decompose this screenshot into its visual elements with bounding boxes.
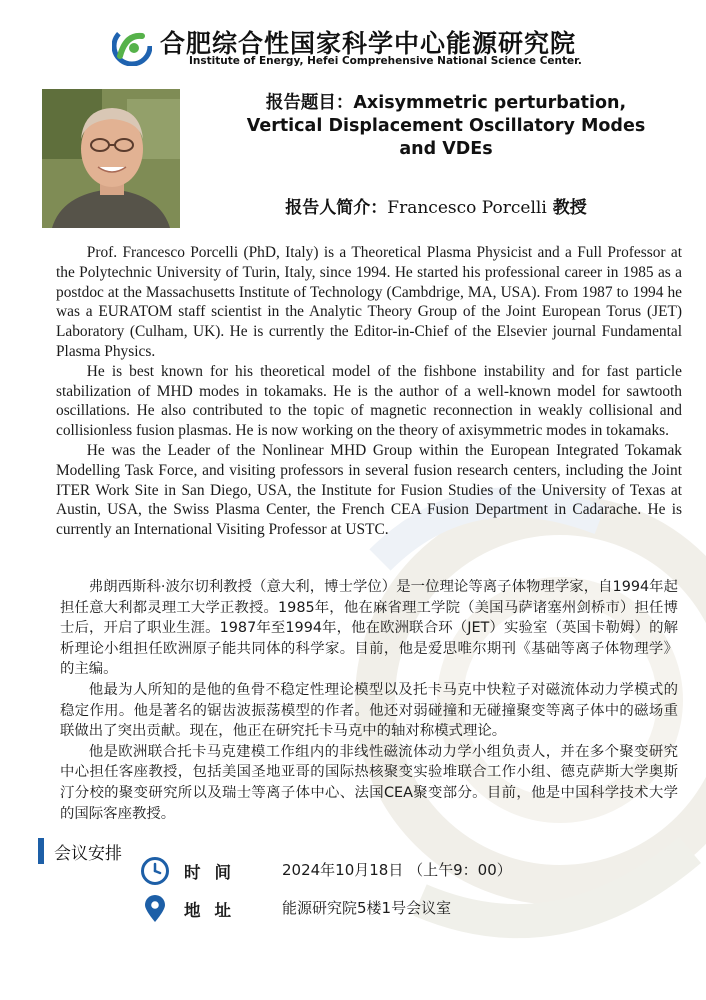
speaker-photo bbox=[42, 89, 180, 228]
time-value: 2024年10月18日 （上午9：00） bbox=[282, 861, 512, 879]
clock-icon bbox=[140, 856, 170, 886]
schedule-title: 会议安排 bbox=[54, 844, 122, 864]
time-label: 时间 bbox=[184, 863, 245, 882]
talk-title-line3: and VDEs bbox=[399, 139, 493, 159]
institute-logo-icon bbox=[112, 26, 152, 66]
bio-english bbox=[56, 243, 682, 540]
talk-title bbox=[196, 92, 696, 161]
talk-title-line1: Axisymmetric perturbation, bbox=[353, 93, 627, 113]
bio-chinese bbox=[60, 577, 678, 824]
bio-cn-paragraph: 他最为人所知的是他的鱼骨不稳定性理论模型以及托卡马克中快粒子对磁流体动力学模式的稳定作用。他是著名的锯齿波振荡模型的作者。他还对弱碰撞和无碰撞聚变等离子体中的磁场重联做出了突出贡献。现在，他正在研究托卡马克中的轴对称模式理论。 bbox=[60, 681, 678, 740]
bio-en-paragraph: Prof. Francesco Porcelli (PhD, Italy) is a Theoretical Plasma Physicist and a Full Professor at the Polytechnic University of Turin, Italy, since 1994. He started his professional career in 1985 as a postdoc at the Massachusetts Institute of Technology (Cambdrige, MA, USA). From 1987 to 1994 he was a EURATOM staff scientist in the Analytic Theory Group of the Joint European Torus (JET) Laboratory (Culham, UK). He is currently the Editor-in-Chief of the Elsevier journal Fundamental Plasma Physics. bbox=[56, 244, 682, 360]
bio-en-paragraph: He is best known for his theoretical model of the fishbone instability and for fast particle stabilization of MHD modes in tokamaks. He is the author of a well-known model for sawtooth oscillations. He also contributed to the topic of magnetic reconnection in weakly collisional and collisionless fusion plasmas. He is now working on the theory of axisymmetric modes in tokamaks. bbox=[56, 362, 682, 440]
speaker-rank: 教授 bbox=[552, 198, 587, 218]
schedule-accent-bar bbox=[38, 838, 44, 864]
institute-name-en: Institute of Energy, Hefei Comprehensive National Science Center. bbox=[189, 55, 582, 67]
place-value: 能源研究院5楼1号会议室 bbox=[282, 899, 452, 917]
talk-title-label: 报告题目： bbox=[265, 93, 354, 113]
location-pin-icon bbox=[143, 895, 167, 923]
bio-cn-paragraph: 他是欧洲联合托卡马克建模工作组内的非线性磁流体动力学小组负责人，并在多个聚变研究中心担任客座教授，包括美国圣地亚哥的国际热核聚变实验堆联合工作小组、德克萨斯大学奥斯汀分校的聚变研究所以及瑞士等离子体中心、法国CEA聚变部分。目前，他是中国科学技术大学的国际客座教授。 bbox=[60, 743, 678, 822]
speaker-label: 报告人简介： bbox=[285, 198, 388, 218]
institute-name-cn: 合肥综合性国家科学中心能源研究院 bbox=[160, 29, 577, 58]
speaker-name: Francesco Porcelli bbox=[387, 198, 547, 218]
speaker-heading bbox=[196, 193, 676, 218]
bio-cn-paragraph: 弗朗西斯科·波尔切利教授（意大利，博士学位）是一位理论等离子体物理学家，自1994年起担任意大利都灵理工大学正教授。1985年，他在麻省理工学院（美国马萨诸塞州剑桥市）担任博士后，开启了职业生涯。1987年至1994年，他在欧洲联合环（JET）实验室（英国卡勒姆）的解析理论小组担任欧洲原子能共同体的科学家。目前，他是爱思唯尔期刊《基础等离子体物理学》的主编。 bbox=[60, 579, 678, 678]
place-label: 地址 bbox=[184, 901, 245, 920]
talk-title-line2: Vertical Displacement Oscillatory Modes bbox=[246, 116, 646, 136]
bio-en-paragraph: He was the Leader of the Nonlinear MHD Group within the European Integrated Tokamak Modelling Task Force, and visiting professors in several fusion research centers, including the Joint ITER Work Site in San Diego, USA, the Institute for Fusion Studies of the University of Texas at Austin, USA, the Swiss Plasma Center, the French CEA Fusion Department in Cadarache. He is currently an International Visiting Professor at USTC. bbox=[56, 441, 682, 539]
